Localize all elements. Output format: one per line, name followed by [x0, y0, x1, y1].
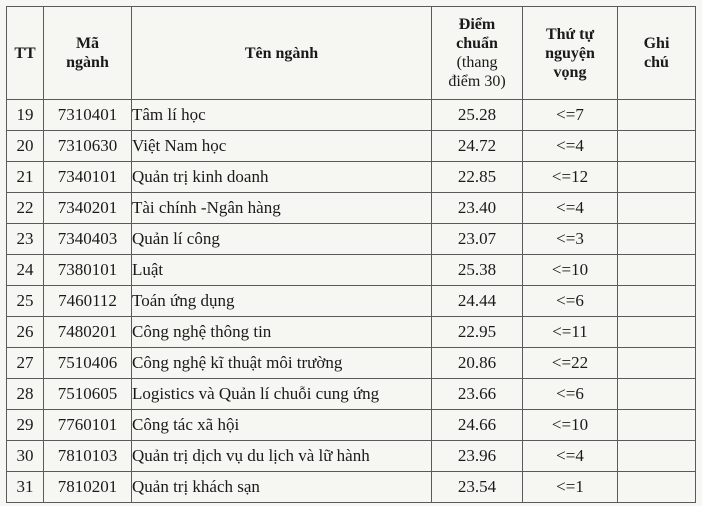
header-name-text: Tên ngành	[244, 44, 319, 62]
row-code: 7810201	[44, 472, 132, 503]
table-row	[7, 379, 696, 410]
row-score: 23.54	[432, 472, 523, 503]
row-score: 23.66	[432, 379, 523, 410]
row-note	[618, 348, 696, 379]
row-name: Công tác xã hội	[132, 410, 432, 441]
admission-scores-table	[6, 6, 696, 503]
row-code: 7480201	[44, 317, 132, 348]
table-row	[7, 255, 696, 286]
row-name: Quản trị kinh doanh	[132, 162, 432, 193]
row-tt: 21	[7, 162, 44, 193]
row-preference: <=4	[523, 193, 618, 224]
row-tt: 26	[7, 317, 44, 348]
row-code: 7510406	[44, 348, 132, 379]
header-row	[7, 7, 696, 100]
header-preference	[523, 7, 618, 100]
row-code: 7810103	[44, 441, 132, 472]
row-note	[618, 441, 696, 472]
row-preference: <=11	[523, 317, 618, 348]
row-score: 24.66	[432, 410, 523, 441]
row-preference: <=7	[523, 100, 618, 131]
table-header	[7, 7, 696, 100]
row-preference: <=4	[523, 441, 618, 472]
header-code-line-1: Mã	[75, 35, 100, 52]
row-score: 22.95	[432, 317, 523, 348]
row-code: 7310401	[44, 100, 132, 131]
row-name: Luật	[132, 255, 432, 286]
row-name: Toán ứng dụng	[132, 286, 432, 317]
row-preference: <=6	[523, 286, 618, 317]
header-preference-line-2: nguyện	[545, 44, 595, 62]
row-tt: 31	[7, 472, 44, 503]
table-row	[7, 441, 696, 472]
row-preference: <=4	[523, 131, 618, 162]
table-row	[7, 410, 696, 441]
row-tt: 30	[7, 441, 44, 472]
header-code	[44, 7, 132, 100]
row-tt: 22	[7, 193, 44, 224]
row-note	[618, 162, 696, 193]
header-name	[132, 7, 432, 100]
header-tt	[7, 7, 44, 100]
header-score-line-4: điểm 30)	[448, 73, 506, 90]
header-code-line-2: ngành	[66, 54, 109, 71]
table-row	[7, 317, 696, 348]
row-code: 7380101	[44, 255, 132, 286]
row-name: Tâm lí học	[132, 100, 432, 131]
header-preference-line-3: vọng	[553, 63, 587, 81]
row-score: 23.07	[432, 224, 523, 255]
row-preference: <=3	[523, 224, 618, 255]
row-tt: 24	[7, 255, 44, 286]
table-body	[7, 100, 696, 503]
table-row	[7, 193, 696, 224]
table-row	[7, 286, 696, 317]
row-score: 24.72	[432, 131, 523, 162]
row-score: 23.96	[432, 441, 523, 472]
row-tt: 29	[7, 410, 44, 441]
table-row	[7, 224, 696, 255]
row-note	[618, 379, 696, 410]
table-row	[7, 472, 696, 503]
row-tt: 19	[7, 100, 44, 131]
row-preference: <=6	[523, 379, 618, 410]
row-note	[618, 410, 696, 441]
row-name: Công nghệ thông tin	[132, 317, 432, 348]
row-note	[618, 193, 696, 224]
header-note-line-2: chú	[644, 54, 669, 71]
header-preference-line-1: Thứ tự	[545, 25, 595, 43]
row-score: 25.38	[432, 255, 523, 286]
header-tt-text: TT	[14, 44, 36, 62]
table-row	[7, 131, 696, 162]
row-name: Quản trị khách sạn	[132, 472, 432, 503]
row-score: 22.85	[432, 162, 523, 193]
row-tt: 25	[7, 286, 44, 317]
row-tt: 27	[7, 348, 44, 379]
row-preference: <=10	[523, 410, 618, 441]
header-note-line-1: Ghi	[643, 35, 670, 52]
row-code: 7760101	[44, 410, 132, 441]
row-score: 24.44	[432, 286, 523, 317]
row-name: Việt Nam học	[132, 131, 432, 162]
row-code: 7340101	[44, 162, 132, 193]
row-score: 23.40	[432, 193, 523, 224]
row-score: 25.28	[432, 100, 523, 131]
row-tt: 20	[7, 131, 44, 162]
row-note	[618, 317, 696, 348]
row-name: Tài chính -Ngân hàng	[132, 193, 432, 224]
row-note	[618, 286, 696, 317]
row-code: 7510605	[44, 379, 132, 410]
row-name: Logistics và Quản lí chuỗi cung ứng	[132, 379, 432, 410]
row-note	[618, 255, 696, 286]
header-score-line-1: Điểm	[458, 16, 496, 33]
row-code: 7460112	[44, 286, 132, 317]
row-note	[618, 100, 696, 131]
row-code: 7340403	[44, 224, 132, 255]
row-name: Quản trị dịch vụ du lịch và lữ hành	[132, 441, 432, 472]
row-name: Công nghệ kĩ thuật môi trường	[132, 348, 432, 379]
header-score-line-3: (thang	[456, 54, 498, 71]
row-tt: 23	[7, 224, 44, 255]
table-row	[7, 100, 696, 131]
row-note	[618, 224, 696, 255]
row-code: 7340201	[44, 193, 132, 224]
header-score-line-2: chuẩn	[456, 35, 498, 52]
row-preference: <=22	[523, 348, 618, 379]
row-name: Quản lí công	[132, 224, 432, 255]
header-note	[618, 7, 696, 100]
row-code: 7310630	[44, 131, 132, 162]
table-row	[7, 348, 696, 379]
row-tt: 28	[7, 379, 44, 410]
row-preference: <=12	[523, 162, 618, 193]
row-note	[618, 472, 696, 503]
row-preference: <=1	[523, 472, 618, 503]
row-score: 20.86	[432, 348, 523, 379]
row-note	[618, 131, 696, 162]
header-score	[432, 7, 523, 100]
row-preference: <=10	[523, 255, 618, 286]
table-row	[7, 162, 696, 193]
